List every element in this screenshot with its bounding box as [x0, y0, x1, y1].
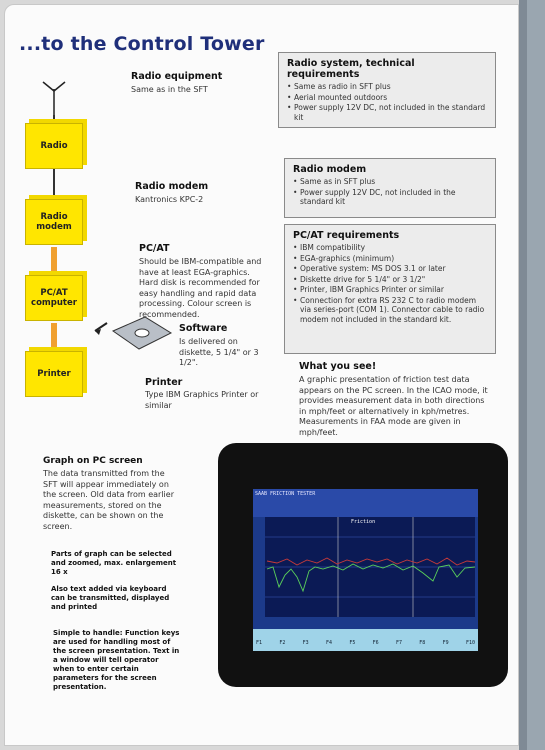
pcat-requirements-box [284, 224, 496, 354]
function-key-f3[interactable]: F3 [302, 640, 309, 646]
adjacent-page-edge [519, 0, 545, 750]
orange-arrow [51, 247, 57, 273]
screen-header: SAAB FRICTION TESTER [253, 489, 478, 517]
software-text: Is delivered on diskette, 5 1/4" or 3 1/2". [179, 337, 259, 367]
friction-graph-screen [253, 489, 478, 651]
function-key-f4[interactable]: F4 [325, 640, 333, 646]
list-item: • IBM compatibility [293, 243, 487, 253]
printer-heading: Printer [145, 377, 183, 388]
what-you-see-text: A graphic presentation of friction test data appears on the PC screen. In the ICAO mode, it provides measurement data in both directions in mph/feet or alternatively in kph/metres. Measurements in FAA mode are given in mph/feet. [299, 375, 488, 437]
function-key-f8[interactable]: F8 [419, 640, 426, 646]
graph-heading: Graph on PC screen [43, 456, 143, 466]
antenna-icon [39, 81, 69, 117]
radio-block: Radio [25, 123, 83, 169]
radio-modem-text: Kantronics KPC-2 [135, 195, 204, 204]
radio-equipment-heading: Radio equipment [131, 71, 223, 82]
pcat-block: PC/AT computer [25, 275, 83, 321]
radio-system-requirements-box [278, 52, 496, 128]
radio-modem-box-title: Radio modem [293, 164, 367, 175]
graph-note-keyboard: Also text added via keyboard can be transmitted, displayed and printed [51, 585, 170, 611]
pcat-heading: PC/AT [139, 243, 170, 254]
connector-line [53, 169, 55, 199]
page-title: ...to the Control Tower [19, 33, 265, 55]
graph-note-function-keys: Simple to handle: Function keys are used for handling most of the screen presentation. Text in a window will tell operator when to enter certain parameters for the screen presentation. [53, 629, 180, 691]
radio-equipment-text: Same as in the SFT [131, 85, 208, 94]
list-item: • Connection for extra RS 232 C to radio modem via series-port (COM 1). Connector cable to radio modem not included in the standard kit. [293, 296, 487, 325]
printer-text: Type IBM Graphics Printer or similar [145, 390, 259, 410]
friction-trace-graph [253, 517, 478, 621]
list-item: • Power supply 12V DC, not included in the standard kit [293, 188, 487, 207]
pcat-box-title: PC/AT requirements [293, 230, 400, 241]
list-item: • Power supply 12V DC, not included in the standard kit [287, 103, 487, 122]
function-key-f10[interactable]: F10 [465, 640, 475, 646]
software-heading: Software [179, 323, 228, 334]
list-item: • Same as radio in SFT plus [287, 82, 487, 92]
list-item: • Operative system: MS DOS 3.1 or later [293, 264, 487, 274]
function-key-f6[interactable]: F6 [372, 640, 379, 646]
graph-note-zoom: Parts of graph can be selected and zoomed, max. enlargement 16 x [51, 550, 177, 576]
list-item: • Printer, IBM Graphics Printer or similar [293, 285, 487, 295]
radio-modem-requirements-box [284, 158, 496, 218]
screen-graph-label: Friction [351, 519, 376, 525]
radio-modem-block: Radio modem [25, 199, 83, 245]
function-key-f5[interactable]: F5 [349, 640, 356, 646]
function-key-f1[interactable]: F1 [256, 640, 263, 646]
pc-monitor [218, 443, 508, 687]
printer-block: Printer [25, 351, 83, 397]
function-key-bar [253, 629, 478, 651]
list-item: • Diskette drive for 5 1/4" or 3 1/2" [293, 275, 487, 285]
list-item: • EGA-graphics (minimum) [293, 254, 487, 264]
list-item: • Aerial mounted outdoors [287, 93, 487, 103]
function-key-f2[interactable]: F2 [279, 640, 286, 646]
what-you-see-heading: What you see! [299, 361, 377, 372]
brochure-page [4, 4, 519, 746]
function-key-f9[interactable]: F9 [442, 640, 449, 646]
graph-text: The data transmitted from the SFT will appear immediately on the screen. Old data from earlier measurements, stored on the diskette, can be shown on the screen. [43, 469, 174, 531]
pcat-text: Should be IBM-compatible and have at least EGA-graphics. Hard disk is recommended for easy handling and rapid data processing. Colour screen is recommended. [139, 257, 262, 319]
radio-system-title: Radio system, technical requirements [287, 58, 415, 80]
list-item: • Same as in SFT plus [293, 177, 487, 187]
orange-arrow [51, 323, 57, 347]
function-key-f7[interactable]: F7 [395, 640, 402, 646]
radio-modem-heading: Radio modem [135, 181, 209, 192]
